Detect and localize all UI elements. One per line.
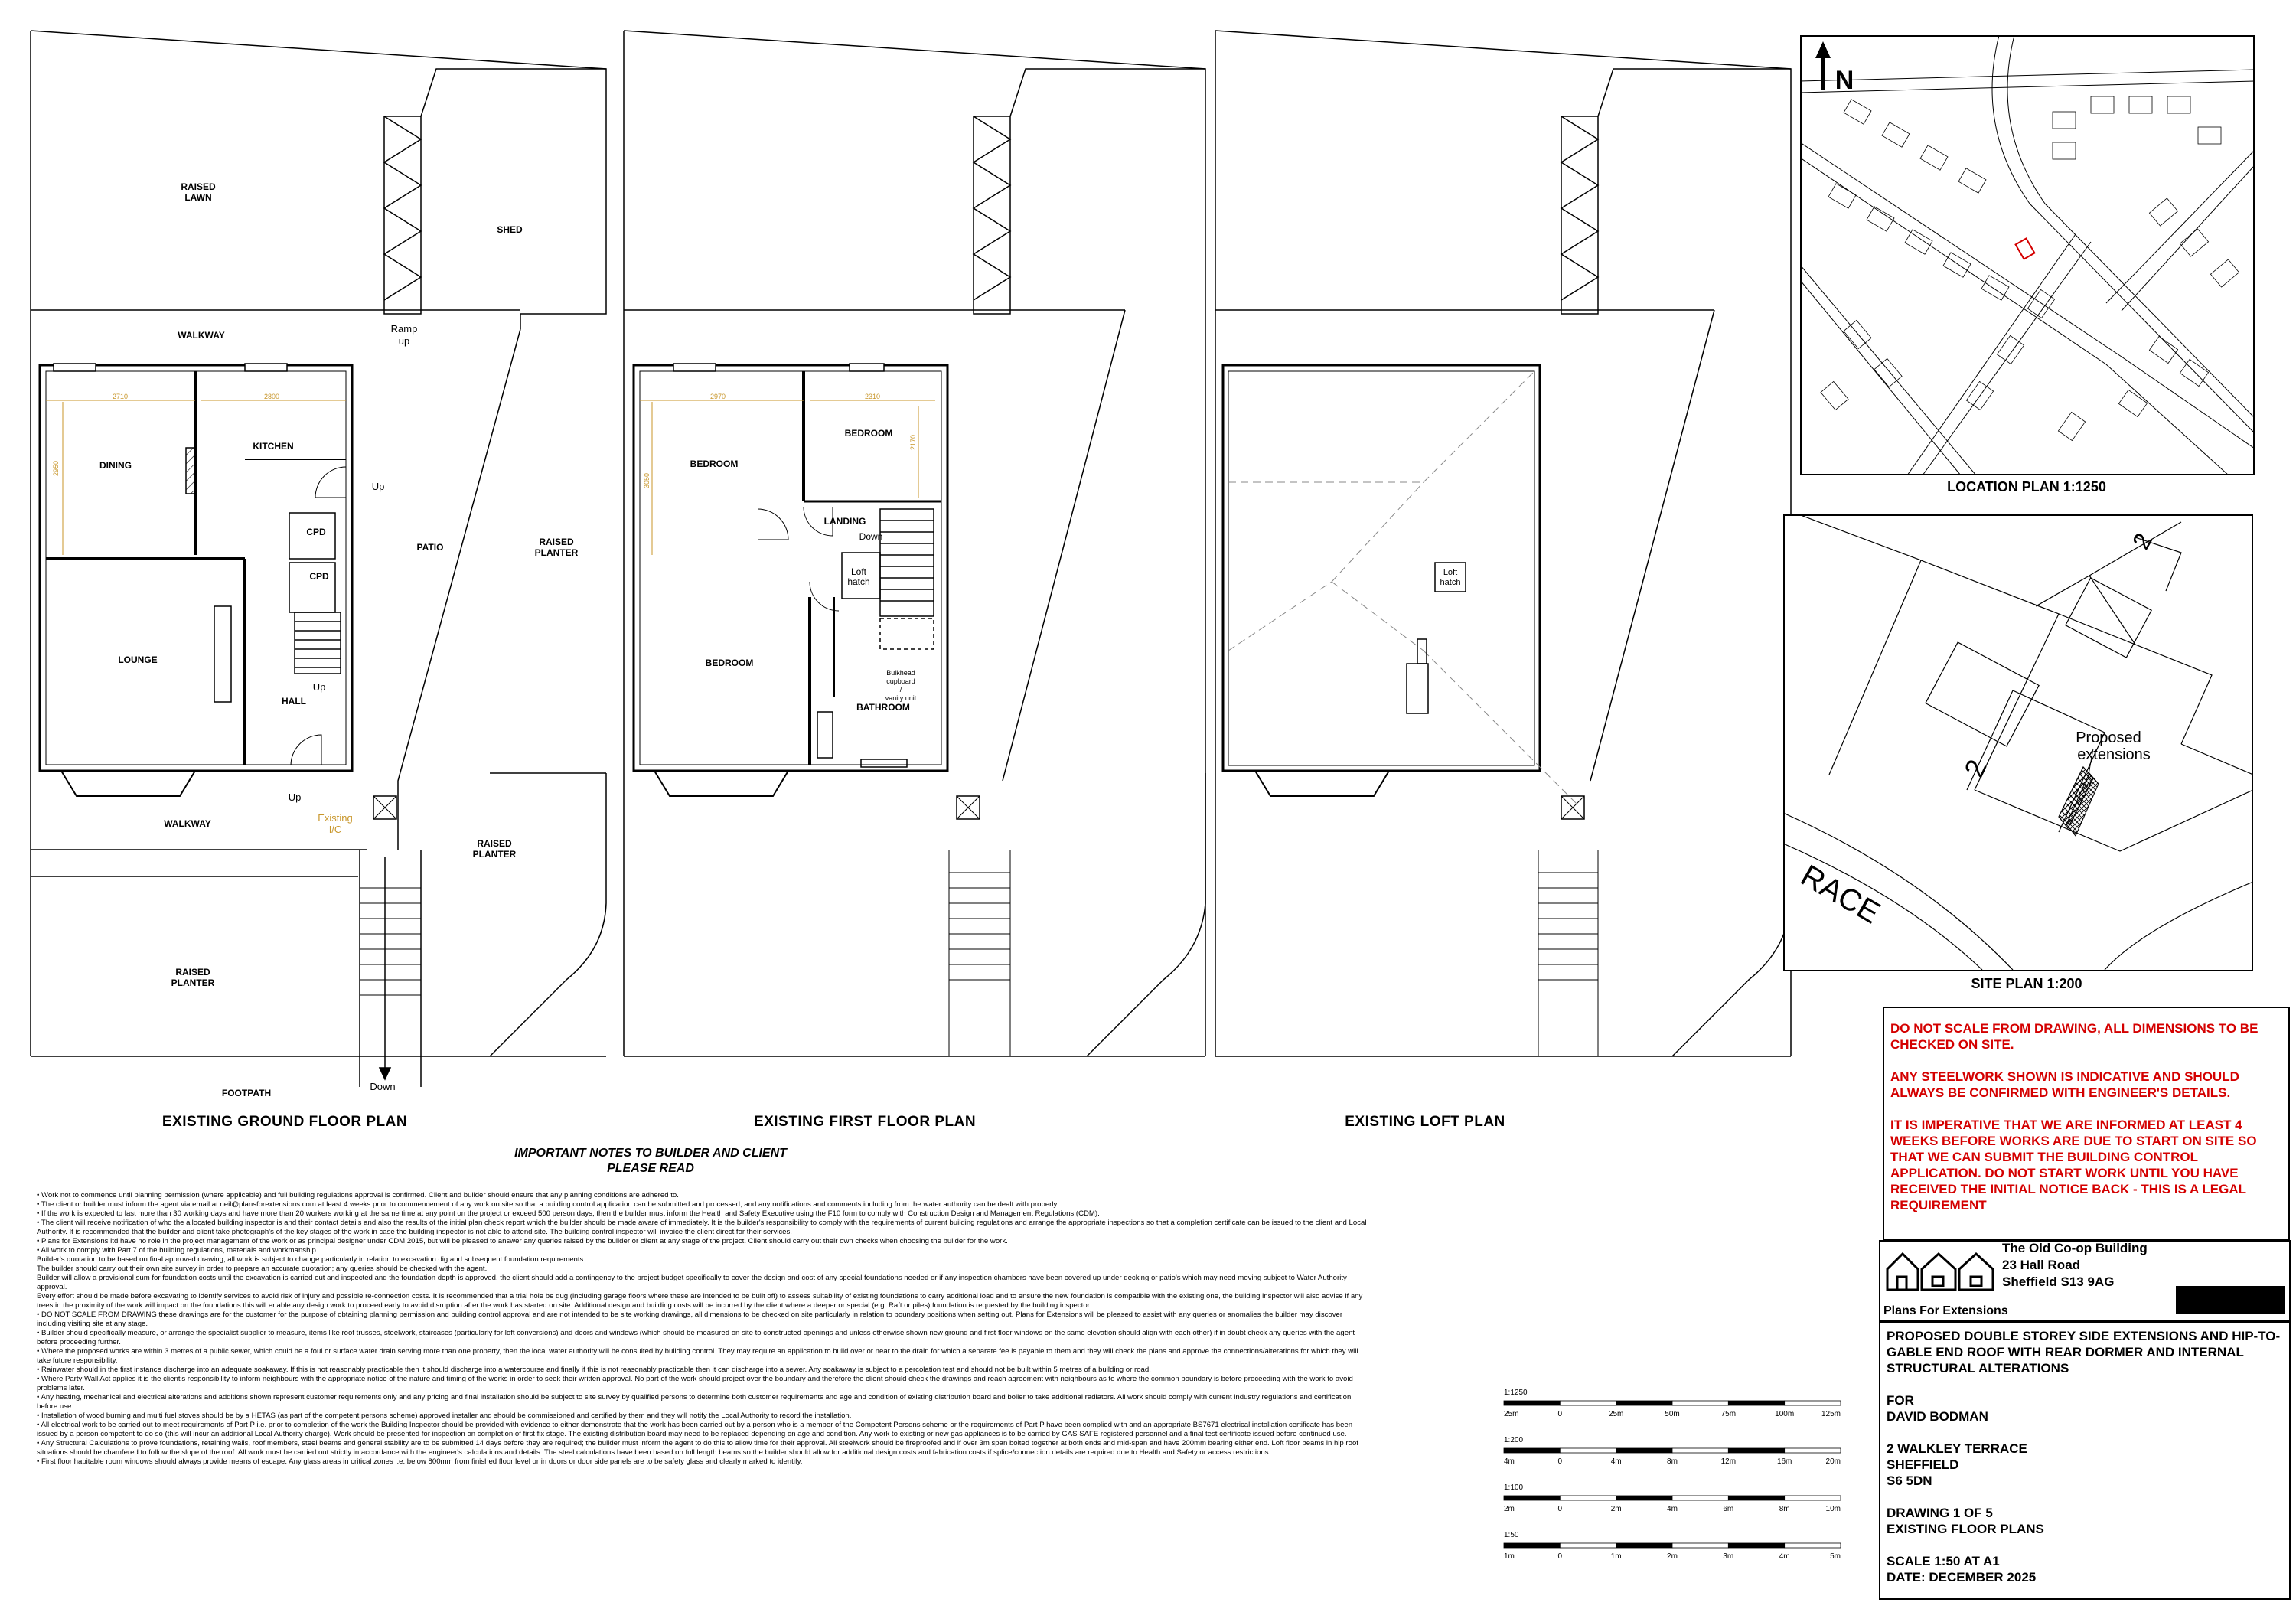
note-paragraph: Every effort should be made before excavating to identify services to avoid risk of injury and possible re-connection costs. It is recommended that a trial hole be dug (including garage floors where these are intended to be built off) to assess suitability of existing foundations to carry additional load and to ensure the new foundation is compatible with the existing one, the building inspector will also advise if any trees in the proximity of the work will impact on the foundations this will enable any design work to proceed early to avoid disruption after the work has started on site. Additional design and building costs will be incurred by the client where a deeper or special (e.g. Raft or piles) foundation is requested by the building inspector. — [37, 1292, 1363, 1310]
scale-bar-tick-label: 2m — [1504, 1505, 1515, 1513]
walkway-bottom-label: WALKWAY — [164, 818, 211, 829]
scale-bar-tick-label: 12m — [1720, 1457, 1737, 1466]
loft-title: EXISTING LOFT PLAN — [1345, 1114, 1505, 1130]
scale-bar-segment — [1785, 1401, 1841, 1405]
warning-text: IT IS IMPERATIVE THAT WE ARE INFORMED AT LEAST 4 WEEKS BEFORE WORKS ARE DUE TO START ON SITE SO THAT WE CAN SUBMIT THE BUILDING CONTROL APPLICATION. DO NOT START WORK UNTIL YOU HAVE RECEIVED THE INITIAL NOTICE BACK - THIS IS A LEGAL REQUIREMENT — [1890, 1118, 2257, 1212]
footpath-label: FOOTPATH — [221, 1088, 272, 1098]
scale-bar-tick-label: 125m — [1821, 1410, 1841, 1418]
house-logo-icon — [1883, 1248, 1998, 1294]
scale-bar-tick-label: 50m — [1665, 1410, 1680, 1418]
scale-bar-tick-label: 4m — [1779, 1552, 1790, 1561]
dim-bed1-height: 3050 — [643, 472, 651, 489]
scale-bar-segment — [1672, 1401, 1728, 1405]
scale-bar-segment — [1616, 1543, 1672, 1548]
scale-bar-tick-label: 16m — [1776, 1457, 1792, 1466]
site-proposed-label-1: Proposed — [2076, 729, 2141, 746]
scale-bar-segment — [1785, 1448, 1841, 1453]
scale-bar-tick-label: 2m — [1667, 1552, 1678, 1561]
dim-kitchen-width: 2800 — [263, 393, 280, 400]
ramp-label-1: Ramp — [390, 323, 418, 335]
scale-bar-segment — [1504, 1401, 1560, 1405]
up-kitchen-label: Up — [371, 481, 385, 492]
cpd-label-2: CPD — [309, 571, 329, 582]
site-proposed-label-2: extensions — [2077, 746, 2151, 763]
raised-planter-left-1: RAISED — [175, 967, 210, 977]
dim-dining-height: 2950 — [52, 460, 60, 477]
bulkhead-label-2: cupboard — [886, 677, 915, 685]
address-line: The Old Co-op Building — [2002, 1241, 2148, 1255]
note-paragraph: • Plans for Extensions ltd have no role in the project management of the work or as principal designer under CDM 2015, but will be pleased to answer any queries raised by the builder or client at any stage of the project. Client should carry out their own checks when choosing the builder for the work. — [37, 1237, 1008, 1245]
note-paragraph: • The client or builder must inform the agent via email at neil@plansforextensions.com at least 4 weeks prior to commencement of any work on site so that a building control application can be submitted and processed, and any notifications and comments including from the water authority can be dealt with properly. — [37, 1200, 1059, 1209]
existing-ic-label-2: I/C — [328, 824, 342, 835]
scale-bar-segment — [1785, 1496, 1841, 1500]
note-paragraph: • All electrical work to be carried out to meet requirements of Part P i.e. prior to completion of the work the Building Inspector should be provided with evidence to either demonstrate that the work has been carried out by a person who is a member of the Competent Persons scheme or the requirements of Part P have been complied with and an appropriate BS7671 electrical installation certificate has been issued by a person competent to do so (this will incur an additional Local Authority charge). Work should be presented for inspection on completion of first fix stage. The existing distribution board may need to be replaced depending on age and condition. Any work to existing or new gas appliances is to be carried by GAS SAFE registered personnel and a final test certificate issued before continued use. — [37, 1421, 1353, 1438]
lounge-label: LOUNGE — [118, 654, 158, 665]
notes-heading — [459, 1146, 842, 1177]
walkway-top-label: WALKWAY — [178, 330, 225, 341]
scale-bar-tick-label: 25m — [1504, 1410, 1519, 1418]
scale-bar-tick-label: 4m — [1610, 1457, 1622, 1466]
raised-planter-mid-2: PLANTER — [534, 547, 579, 558]
bulkhead-label-3: / — [899, 686, 902, 694]
site-plan-title: SITE PLAN 1:200 — [1971, 976, 2082, 991]
dim-bed2-width: 2310 — [864, 393, 881, 400]
scale-bar-segment — [1504, 1496, 1560, 1500]
site-plan-map — [1783, 514, 2253, 971]
scale-bar-tick-label: 100m — [1775, 1410, 1795, 1418]
scale-bar-label: 1:50 — [1504, 1531, 1519, 1539]
warning-text: DO NOT SCALE FROM DRAWING, ALL DIMENSIONS TO BE CHECKED ON SITE. — [1890, 1021, 2258, 1052]
scale-bar-segment — [1616, 1496, 1672, 1500]
note-paragraph: • Installation of wood burning and multi fuel stoves should be by a HETAS (as part of the competent persons scheme) approved installer and should be commissioned and certified by them and they will notify the Local Authority to record the installation. — [37, 1411, 852, 1420]
scale-bar-segment — [1728, 1401, 1784, 1405]
site-neighbour-number: 2 — [2126, 528, 2157, 554]
shed-label: SHED — [497, 224, 523, 235]
site-address-line: S6 5DN — [1887, 1474, 1932, 1488]
note-paragraph: • Work not to commence until planning permission (where applicable) and full building regulations approval is confirmed. Client and builder should ensure that any planning conditions are adhered to. — [37, 1191, 679, 1199]
note-paragraph: • DO NOT SCALE FROM DRAWING these drawings are for the customer for the purpose of obtaining planning permission and building control approval and are not intended to be site working drawings, all dimensions to be checked on site particularly in relation to boundary positions when setting out. Plans for Extensions will be pleased to assist with any queries or anomalies the builder may discover including visiting site at any stage. — [37, 1310, 1343, 1328]
client-name: DAVID BODMAN — [1887, 1409, 1988, 1424]
builder-notes — [37, 1191, 1368, 1467]
scale-bar-segment — [1504, 1448, 1560, 1453]
scale-bar-tick-label: 0 — [1557, 1505, 1563, 1513]
north-label: N — [1835, 66, 1854, 95]
ramp-label-2: up — [398, 335, 410, 347]
scale-bar-tick-label: 6m — [1723, 1505, 1734, 1513]
landing-label: LANDING — [823, 516, 866, 527]
up-stairs-label: Up — [312, 681, 326, 693]
warning-box — [1883, 1007, 2290, 1240]
scale-bar-label: 1:200 — [1504, 1436, 1524, 1444]
scale-bar-segment — [1785, 1543, 1841, 1548]
scale-bar-segment — [1672, 1543, 1728, 1548]
scale-bar-segment — [1560, 1448, 1616, 1453]
notes-heading-1: IMPORTANT NOTES TO BUILDER AND CLIENT — [514, 1147, 787, 1160]
note-paragraph: • Where the proposed works are within 3 metres of a public sewer, which could be a foul or surface water drain serving more than one property, then the local water authority will be consulted by building control. They may require an application to build over or near to the drain for which a separate fee is payable to them and they will check the plans and approve the connections/alterations for which they will take future responsibility. — [37, 1347, 1358, 1365]
first-loft-hatch-1: Loft — [850, 566, 867, 577]
address-line: Sheffield S13 9AG — [2002, 1274, 2115, 1289]
scale-bar-tick-label: 1m — [1504, 1552, 1515, 1561]
raised-planter-mid-1: RAISED — [539, 537, 574, 547]
cpd-label-1: CPD — [306, 527, 326, 537]
scale-bar-tick-label: 0 — [1557, 1410, 1563, 1418]
scale-bar-tick-label: 5m — [1830, 1552, 1841, 1561]
scale-bar-label: 1:1250 — [1504, 1389, 1528, 1397]
scale-bar-tick-label: 20m — [1825, 1457, 1841, 1466]
scale-bar-segment — [1728, 1496, 1784, 1500]
project-description: PROPOSED DOUBLE STOREY SIDE EXTENSIONS AND HIP-TO-GABLE END ROOF WITH REAR DORMER AND INTERNAL STRUCTURAL ALTERATIONS — [1887, 1329, 2281, 1376]
kitchen-label: KITCHEN — [253, 441, 294, 452]
site-address-line: 2 WALKLEY TERRACE — [1887, 1441, 2027, 1456]
dim-dining-width: 2710 — [112, 393, 129, 400]
bedroom-label-1: BEDROOM — [690, 459, 739, 469]
note-paragraph: The builder should carry out their own site survey in order to prepare an accurate quotation; any queries should be checked with the agent. — [37, 1265, 488, 1273]
address-line: 23 Hall Road — [2002, 1258, 2081, 1272]
notes-heading-2: PLEASE READ — [607, 1162, 694, 1175]
site-address-line: SHEFFIELD — [1887, 1457, 1959, 1472]
location-plan-title: LOCATION PLAN 1:1250 — [1947, 479, 2106, 494]
note-paragraph: • Any Structural Calculations to prove foundations, retaining walls, roof members, steel beams and general stability are to be submitted 14 days before they are required; the builder must inform the agent to do this to allow time for their approval. All steelwork should be fireproofed and if over 3m span bolted together at both ends and mid-span and have 200mm bearing either end. Loft floor beams in hip roof situations should be chamfered to follow the slope of the roof. All work must be carried out strictly in accordance with the engineer's calculations and details. The steel calculations have been based on full length beams so the builder should allow for additional design costs and fabrication costs if splice/connection details are required due to Health and Safety or access restrictions. — [37, 1439, 1358, 1457]
scale-bar-tick-label: 0 — [1557, 1552, 1563, 1561]
drawing-date: DATE: DECEMBER 2025 — [1887, 1570, 2037, 1584]
scale-bar-tick-label: 0 — [1557, 1457, 1563, 1466]
scale-bar-segment — [1560, 1496, 1616, 1500]
scale-bar-segment — [1560, 1401, 1616, 1405]
scale-bar-segment — [1616, 1448, 1672, 1453]
scale-bar-segment — [1728, 1543, 1784, 1548]
dim-bed2-height: 2170 — [909, 434, 917, 451]
first-loft-hatch-2: hatch — [847, 576, 870, 587]
ground-floor-title: EXISTING GROUND FLOOR PLAN — [161, 1114, 408, 1130]
scale-bar-tick-label: 10m — [1825, 1505, 1841, 1513]
first-down-label: Down — [859, 531, 883, 542]
scale-bar-segment — [1504, 1543, 1560, 1548]
location-plan-map — [1800, 35, 2255, 475]
first-floor-plan — [624, 31, 1205, 1056]
scale-bar-tick-label: 8m — [1667, 1457, 1678, 1466]
scale-bars — [1496, 1385, 1848, 1577]
first-floor-title: EXISTING FIRST FLOOR PLAN — [753, 1114, 977, 1130]
note-paragraph: Builder will allow a provisional sum for foundation costs until the excavation is carried out and inspected and the foundation depth is approved, the client should add a contingency to the project budget specifically to cover the design and cost of any special foundations needed or if any inspection chambers have been covered up under decking or patio's which may need moving subject to Water Authority approval. — [37, 1274, 1347, 1291]
for-label: FOR — [1887, 1393, 1914, 1408]
company-address — [2002, 1240, 2148, 1291]
scale-bar-tick-label: 3m — [1723, 1552, 1734, 1561]
company-name: Plans For Extensions — [1883, 1304, 2008, 1317]
dim-bed1-width: 2970 — [709, 393, 726, 400]
scale-bar-tick-label: 4m — [1504, 1457, 1515, 1466]
bedroom-label-3: BEDROOM — [705, 658, 754, 668]
loft-plan — [1215, 31, 1791, 1056]
scale-bar-tick-label: 4m — [1667, 1505, 1678, 1513]
note-paragraph: • Builder should specifically measure, or arrange the specialist supplier to measure, items like roof trusses, steelwork, staircases (particularly for loft conversions) and doors and windows (which should be measured on site to constructed openings and unless otherwise shown new ground and first floor windows on the same elevation should align with each other) if in doubt check any queries with the agent before proceeding further. — [37, 1329, 1355, 1346]
raised-lawn-label-1: RAISED — [181, 181, 216, 192]
existing-ic-label-1: Existing — [318, 812, 353, 824]
note-paragraph: • First floor habitable room windows should always provide means of escape. Any glass areas in critical zones i.e. below 800mm from finished floor level or in doors or door side panels are to be safety glass and clearly marked to identify. — [37, 1457, 803, 1466]
note-paragraph: • Any heating, mechanical and electrical alterations and additions shown represent customer requirements only and any pricing and final installation should be subject to site survey by qualified persons to determine both customer requirements and age and condition of existing distribution board and boiler to take additional radiators. All work should comply with current industry regulations and certification before use. — [37, 1393, 1352, 1411]
scale-bar-label: 1:100 — [1504, 1483, 1524, 1492]
loft-hatch-label-1: Loft — [1443, 568, 1458, 577]
scale-bar-segment — [1560, 1543, 1616, 1548]
dining-label: DINING — [99, 460, 132, 471]
patio-label: PATIO — [416, 542, 444, 553]
bulkhead-label-4: vanity unit — [885, 694, 917, 702]
scale-bar-tick-label: 1m — [1610, 1552, 1622, 1561]
site-house-number: 2 — [1958, 754, 1993, 782]
scale-bar-tick-label: 75m — [1720, 1410, 1737, 1418]
site-road-fragment: RACE — [1795, 858, 1886, 931]
raised-planter-right-1: RAISED — [477, 838, 512, 849]
note-paragraph: Builder's quotation to be based on final approved drawing, all work is subject to change particularly in relation to excavation dig and subsequent foundation requirements. — [37, 1255, 586, 1264]
scale-bar-tick-label: 2m — [1610, 1505, 1622, 1513]
scale-bar-segment — [1672, 1448, 1728, 1453]
hall-label: HALL — [282, 696, 306, 707]
scale-bar-segment — [1616, 1401, 1672, 1405]
title-block — [1879, 1322, 2291, 1600]
raised-planter-left-2: PLANTER — [171, 977, 215, 988]
note-paragraph: • All work to comply with Part 7 of the building regulations, materials and workmanship. — [37, 1246, 318, 1255]
note-paragraph: • Where Party Wall Act applies it is the client's responsibility to inform neighbours with the appropriate notice of the nature and timing of the works in order to seek their written approval. No part of the work should project over the boundary and therefore the client should check the drawings and reach agreement with neighbours as to where the common boundary is before proceeding with the work to avoid problems later. — [37, 1375, 1353, 1392]
loft-hatch-label-2: hatch — [1440, 578, 1461, 587]
raised-planter-right-2: PLANTER — [472, 849, 517, 860]
note-paragraph: • Rainwater should in the first instance discharge into an adequate soakaway. If this is not reasonably practicable then it should discharge into a watercourse and finally if this is not reasonably practicable then it can discharge into a sewer. Any soakaway is subject to a percolation test and should not be built within 5 metres of a building or road. — [37, 1366, 1151, 1374]
scale-bar-segment — [1672, 1496, 1728, 1500]
drawing-title: EXISTING FLOOR PLANS — [1887, 1522, 2044, 1536]
scale-bar-segment — [1728, 1448, 1784, 1453]
up-door-label: Up — [288, 791, 302, 803]
raised-lawn-label-2: LAWN — [184, 192, 212, 203]
ground-floor-plan — [31, 31, 606, 1087]
note-paragraph: • The client will receive notification of who the allocated building inspector is and their contact details and also the results of the initial plan check report which the builder should be made aware of immediately. It is the builder's responsibility to comply with the requirements of current building regulations and arrange the appropriate inspections so that a completion certificate can be issued to the client and Local Authority. It is recommended that the builder and client take photograph's of the key stages of the work in case the building inspector is not able to attend site. The building control inspector will invoice the client direct for their services. — [37, 1219, 1367, 1236]
drawing-scale: SCALE 1:50 AT A1 — [1887, 1554, 2000, 1568]
warning-text: ANY STEELWORK SHOWN IS INDICATIVE AND SHOULD ALWAYS BE CONFIRMED WITH ENGINEER'S DETAILS. — [1890, 1069, 2239, 1100]
drawing-number: DRAWING 1 OF 5 — [1887, 1506, 1993, 1520]
redacted-block — [2176, 1286, 2285, 1314]
scale-bar-tick-label: 25m — [1608, 1410, 1624, 1418]
bulkhead-label-1: Bulkhead — [886, 669, 915, 677]
bedroom-label-2: BEDROOM — [844, 428, 893, 439]
note-paragraph: • If the work is expected to last more than 30 working days and have more than 20 workers working at the same time at any point on the project or exceed 500 person days, then the builder must inform the Health and Safety Executive using the F10 form to comply with Construction Design and Management Regulations (CDM). — [37, 1209, 1100, 1218]
bathroom-label: BATHROOM — [856, 702, 910, 713]
scale-bar-tick-label: 8m — [1779, 1505, 1790, 1513]
down-label: Down — [370, 1081, 396, 1092]
